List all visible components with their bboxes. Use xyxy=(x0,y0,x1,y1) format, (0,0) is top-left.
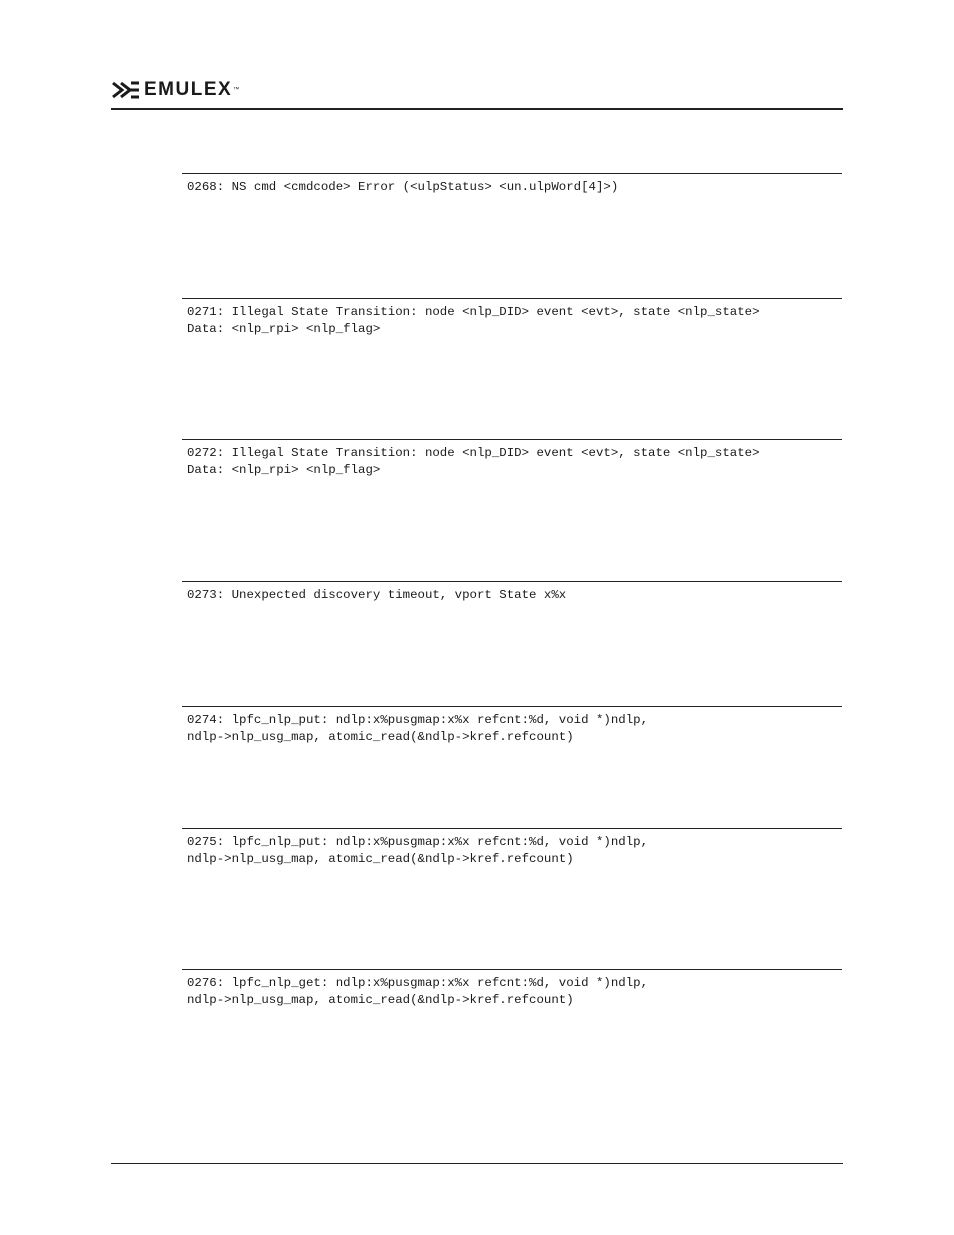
log-message-text: 0268: NS cmd <cmdcode> Error (<ulpStatus> <un.ulpWord[4]>) xyxy=(187,180,619,194)
log-message-text: 0274: lpfc_nlp_put: ndlp:x%pusgmap:x%x refcnt:%d, void *)ndlp, ndlp->nlp_usg_map, atomic_read(&ndlp->kref.refcount) xyxy=(187,713,649,744)
log-message xyxy=(182,581,842,604)
log-message-text: 0273: Unexpected discovery timeout, vport State x%x xyxy=(187,588,567,602)
log-message xyxy=(182,173,842,196)
trademark-mark: ™ xyxy=(233,87,240,93)
log-message xyxy=(182,298,842,338)
log-message xyxy=(182,706,842,746)
log-message-text: 0275: lpfc_nlp_put: ndlp:x%pusgmap:x%x refcnt:%d, void *)ndlp, ndlp->nlp_usg_map, atomic_read(&ndlp->kref.refcount) xyxy=(187,835,649,866)
header-rule xyxy=(111,108,843,110)
footer-rule xyxy=(111,1163,843,1164)
log-message-text: 0276: lpfc_nlp_get: ndlp:x%pusgmap:x%x refcnt:%d, void *)ndlp, ndlp->nlp_usg_map, atomic_read(&ndlp->kref.refcount) xyxy=(187,976,649,1007)
emulex-logo xyxy=(112,80,239,100)
brand-name: EMULEX xyxy=(144,79,233,100)
emulex-logo-mark-icon xyxy=(112,81,140,99)
log-message xyxy=(182,439,842,479)
log-message-text: 0271: Illegal State Transition: node <nlp_DID> event <evt>, state <nlp_state> Data: <nlp_rpi> <nlp_flag> xyxy=(187,305,760,336)
log-message xyxy=(182,828,842,868)
log-message-text: 0272: Illegal State Transition: node <nlp_DID> event <evt>, state <nlp_state> Data: <nlp_rpi> <nlp_flag> xyxy=(187,446,760,477)
log-message xyxy=(182,969,842,1009)
